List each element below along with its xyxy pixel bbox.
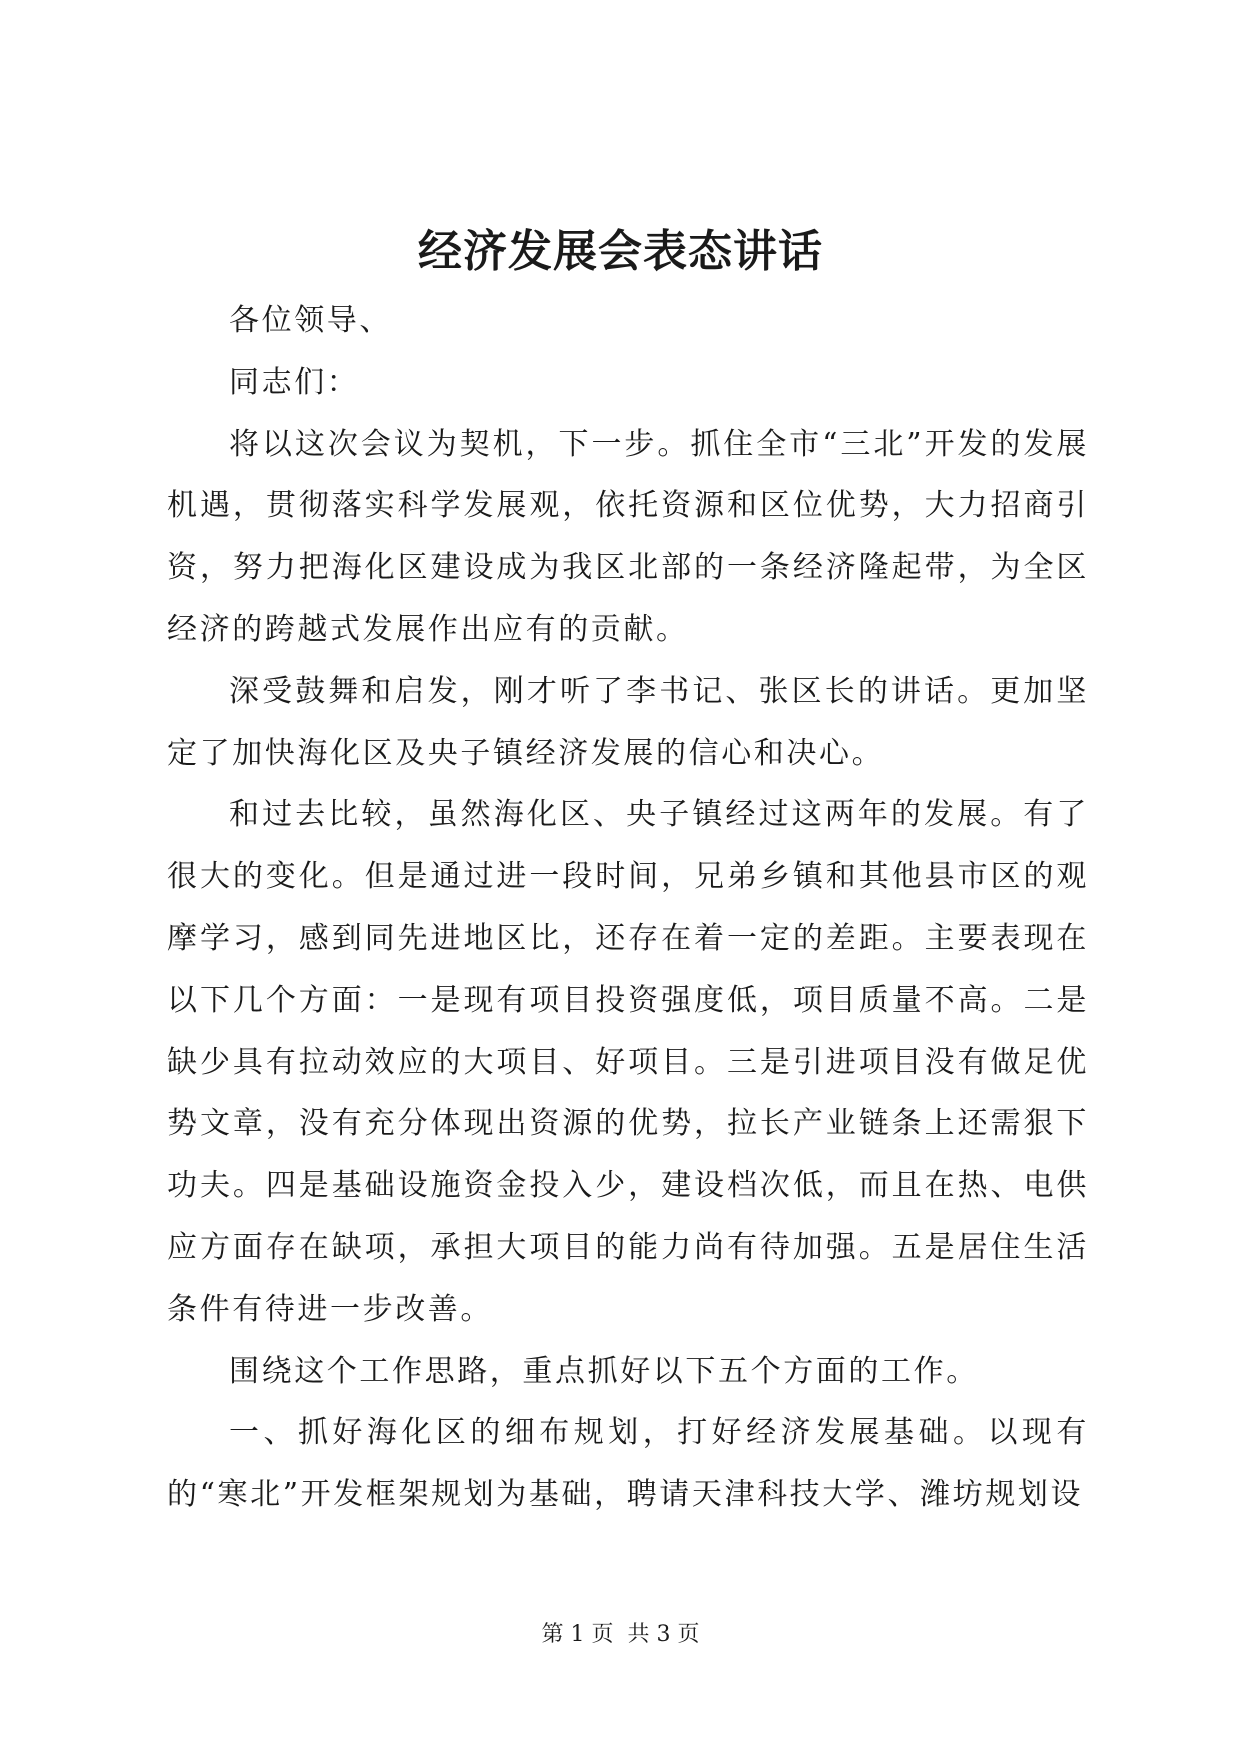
- salutation-comrades: 同志们：: [229, 364, 360, 400]
- paragraph: 围绕这个工作思路，重点抓好以下五个方面的工作。: [229, 1353, 979, 1389]
- paragraph: 深受鼓舞和启发，刚才听了李书记、张区长的讲话。更加坚定了加快海化区及央子镇经济发展的信心和决心。: [167, 673, 1089, 771]
- paragraph: 和过去比较，虽然海化区、央子镇经过这两年的发展。有了很大的变化。但是通过进一段时间，兄弟乡镇和其他县市区的观摩学习，感到同先进地区比，还存在着一定的差距。主要表现在以下几个方面：一是现有项目投资强度低，项目质量不高。二是缺少具有拉动效应的大项目、好项目。三是引进项目没有做足优势文章，没有充分体现出资源的优势，拉长产业链条上还需狠下功夫。四是基础设施资金投入少，建设档次低，而且在热、电供应方面存在缺项，承担大项目的能力尚有待加强。五是居住生活条件有待进一步改善。: [167, 797, 1089, 1327]
- page-footer: [0, 1620, 1241, 1650]
- document-title: 经济发展会表态讲话: [418, 226, 823, 277]
- page-number: 第 1 页 共 3 页: [541, 1622, 700, 1647]
- salutation-leaders: 各位领导、: [229, 303, 392, 338]
- document-body: [167, 290, 1089, 1526]
- paragraph: 一、抓好海化区的细布规划，打好经济发展基础。以现有的“寒北”开发框架规划为基础，聘请天津科技大学、潍坊规划设: [167, 1415, 1089, 1513]
- paragraph: 将以这次会议为契机，下一步。抓住全市“三北”开发的发展机遇，贯彻落实科学发展观，依托资源和区位优势，大力招商引资，努力把海化区建设成为我区北部的一条经济隆起带，为全区经济的跨越式发展作出应有的贡献。: [167, 426, 1089, 647]
